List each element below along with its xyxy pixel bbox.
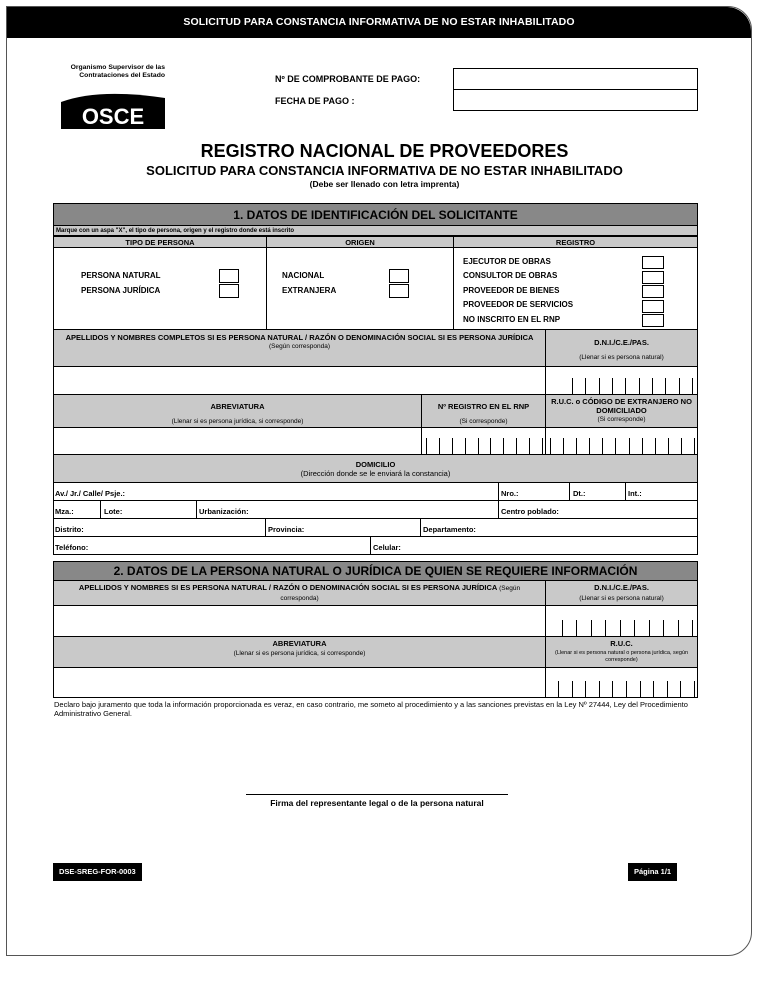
comb-tick — [652, 378, 653, 394]
celular-field[interactable] — [370, 536, 698, 555]
ruc-sub: (Si corresponde) — [597, 416, 646, 423]
comb-tick — [562, 620, 563, 636]
comb-tick — [602, 438, 603, 454]
comb-tick — [680, 681, 681, 697]
origen-option-nacional: NACIONAL — [282, 271, 325, 280]
comb-tick — [694, 438, 695, 454]
abbr-header-cell — [53, 394, 422, 428]
s2-dni-header-cell — [545, 580, 698, 606]
ruc-header-cell — [545, 394, 698, 428]
signature-line[interactable] — [246, 794, 508, 795]
comb-tick — [599, 378, 600, 394]
comb-tick — [612, 378, 613, 394]
sworn-declaration: Declaro bajo juramento que toda la información proporcionada es veraz, en caso contrario, me someto al procedimiento y a las sanciones previstas en la Ley Nº 27444, Ley del Procedimiento Administrativo General. — [54, 700, 688, 718]
page-number: Página 1/1 — [628, 863, 677, 881]
comb-tick — [653, 681, 654, 697]
form-code: DSE-SREG-FOR-0003 — [53, 863, 142, 881]
comb-tick — [620, 620, 621, 636]
checkbox-extranjera[interactable] — [389, 284, 409, 298]
abbr-field[interactable] — [53, 427, 422, 455]
top-banner: SOLICITUD PARA CONSTANCIA INFORMATIVA DE NO ESTAR INHABILITADO — [7, 7, 751, 38]
rnp-header: Nº REGISTRO EN EL RNP — [437, 402, 530, 411]
s2-abbr-sub: (Llenar si es persona jurídica, si corresponde) — [233, 650, 366, 657]
comb-tick — [516, 438, 517, 454]
ruc-field[interactable] — [545, 427, 698, 455]
provincia-label: Provincia: — [268, 525, 305, 534]
dpto-field[interactable] — [569, 482, 626, 501]
lote-label: Lote: — [104, 507, 123, 516]
s2-names-sub: (Según corresponda) — [280, 585, 521, 602]
receipt-field[interactable] — [453, 68, 698, 90]
departamento-label: Departamento: — [423, 525, 476, 534]
page-subtitle: SOLICITUD PARA CONSTANCIA INFORMATIVA DE NO ESTAR INHABILITADO — [146, 163, 623, 178]
int-field[interactable] — [625, 482, 698, 501]
s2-ruc-header-cell — [545, 636, 698, 668]
origen-option-extranjera: EXTRANJERA — [282, 286, 337, 295]
rnp-field[interactable] — [421, 427, 546, 455]
street-label: Av./ Jr./ Calle/ Psje.: — [55, 489, 126, 498]
celular-label: Celular: — [373, 543, 401, 552]
names-field[interactable] — [53, 366, 546, 395]
comb-tick — [503, 438, 504, 454]
comb-tick — [655, 438, 656, 454]
centro-poblado-field[interactable] — [498, 500, 698, 519]
urbanizacion-label: Urbanización: — [199, 507, 249, 516]
comb-tick — [634, 620, 635, 636]
comb-tick — [694, 681, 695, 697]
comb-tick — [692, 378, 693, 394]
int-label: Int.: — [628, 489, 642, 498]
tipo-option-juridica: PERSONA JURÍDICA — [81, 286, 161, 295]
comb-tick — [678, 620, 679, 636]
checkbox-servicios[interactable] — [642, 300, 664, 313]
comb-tick — [589, 438, 590, 454]
domicilio-header: DOMICILIO — [355, 460, 396, 469]
comb-tick — [612, 681, 613, 697]
comb-tick — [679, 378, 680, 394]
section1-heading: 1. DATOS DE IDENTIFICACIÓN DEL SOLICITANTE — [53, 203, 698, 226]
comb-tick — [629, 438, 630, 454]
comb-tick — [668, 438, 669, 454]
checkbox-ejecutor[interactable] — [642, 256, 664, 269]
col-origen: ORIGEN — [266, 236, 454, 248]
comb-tick — [639, 378, 640, 394]
tipo-option-natural: PERSONA NATURAL — [81, 271, 161, 280]
s2-abbr-header-cell — [53, 636, 546, 668]
departamento-field[interactable] — [420, 518, 698, 537]
names-header-cell — [53, 329, 546, 367]
comb-tick — [465, 438, 466, 454]
receipt-label: Nº DE COMPROBANTE DE PAGO: — [275, 74, 421, 84]
comb-tick — [599, 681, 600, 697]
section1-instruction: Marque con un aspa "X", el tipo de persona, origen y el registro donde está inscrito — [53, 225, 698, 236]
comb-tick — [558, 681, 559, 697]
payment-date-label: FECHA DE PAGO : — [275, 96, 355, 106]
s2-names-field[interactable] — [53, 605, 546, 637]
rnp-header-cell — [421, 394, 546, 428]
rnp-sub: (Si corresponde) — [459, 418, 508, 425]
comb-tick — [585, 378, 586, 394]
checkbox-persona-natural[interactable] — [219, 269, 239, 283]
abbr-sub: (Llenar si es persona jurídica, si corresponde) — [171, 418, 304, 425]
logo-org-name: Organismo Supervisor de las Contrataciones del Estado — [70, 64, 165, 79]
checkbox-bienes[interactable] — [642, 285, 664, 298]
dni-field[interactable] — [545, 366, 698, 395]
comb-tick — [663, 620, 664, 636]
registro-option-servicios: PROVEEDOR DE SERVICIOS — [463, 300, 574, 309]
s2-names-header-cell — [53, 580, 546, 606]
mza-field[interactable] — [53, 500, 101, 519]
centro-poblado-label: Centro poblado: — [501, 507, 559, 516]
comb-tick — [439, 438, 440, 454]
comb-tick — [426, 438, 427, 454]
comb-tick — [642, 438, 643, 454]
comb-tick — [529, 438, 530, 454]
s2-names-header: APELLIDOS Y NOMBRES SI ES PERSONA NATURAL / RAZÓN O DENOMINACIÓN SOCIAL SI ES PERSONA JURÍDICA — [78, 583, 498, 592]
checkbox-consultor[interactable] — [642, 271, 664, 284]
page-title: REGISTRO NACIONAL DE PROVEEDORES — [200, 141, 569, 161]
section2-heading: 2. DATOS DE LA PERSONA NATURAL O JURÍDICA DE QUIEN SE REQUIERE INFORMACIÓN — [53, 561, 698, 581]
dni-sub: (Llenar si es persona natural) — [579, 354, 664, 361]
ruc-header: R.U.C. o CÓDIGO DE EXTRANJERO NO DOMICILIADO — [551, 397, 692, 415]
s2-dni-field[interactable] — [545, 605, 698, 637]
dni-header: D.N.I./C.E./PAS. — [594, 338, 649, 347]
comb-tick — [640, 681, 641, 697]
abbr-header: ABREVIATURA — [210, 402, 265, 411]
distrito-field[interactable] — [53, 518, 266, 537]
registro-option-consultor: CONSULTOR DE OBRAS — [463, 271, 558, 280]
comb-tick — [478, 438, 479, 454]
comb-tick — [605, 620, 606, 636]
names-sub: (Según corresponda) — [268, 343, 331, 350]
mza-label: Mza.: — [55, 507, 74, 516]
domicilio-sub: (Dirección donde se le enviará la constancia) — [300, 469, 451, 478]
col-tipo-persona: TIPO DE PERSONA — [53, 236, 267, 248]
registro-option-no-inscrito: NO INSCRITO EN EL RNP — [463, 315, 561, 324]
s2-ruc-field[interactable] — [545, 667, 698, 698]
comb-tick — [625, 378, 626, 394]
s2-ruc-header: R.U.C. — [610, 639, 633, 648]
comb-tick — [563, 438, 564, 454]
comb-tick — [626, 681, 627, 697]
telefono-field[interactable] — [53, 536, 371, 555]
telefono-label: Teléfono: — [55, 543, 89, 552]
s2-abbr-header: ABREVIATURA — [272, 639, 327, 648]
comb-tick — [572, 378, 573, 394]
logo-brand: OSCE — [81, 104, 145, 129]
comb-tick — [550, 438, 551, 454]
comb-tick — [452, 438, 453, 454]
s2-dni-header: D.N.I./C.E./PAS. — [594, 583, 649, 592]
payment-date-field[interactable] — [453, 89, 698, 111]
registro-option-ejecutor: EJECUTOR DE OBRAS — [463, 257, 551, 266]
comb-tick — [490, 438, 491, 454]
comb-tick — [649, 620, 650, 636]
comb-tick — [572, 681, 573, 697]
s2-dni-sub: (Llenar si es persona natural) — [579, 595, 664, 602]
names-header: APELLIDOS Y NOMBRES COMPLETOS SI ES PERSONA NATURAL / RAZÓN O DENOMINACIÓN SOCIAL SI ES PERSONA JURÍDICA — [65, 333, 534, 342]
comb-tick — [665, 378, 666, 394]
comb-tick — [667, 681, 668, 697]
checkbox-nacional[interactable] — [389, 269, 409, 283]
s2-ruc-sub: (Llenar si es persona natural o persona jurídica, según corresponde) — [555, 650, 688, 663]
fill-note: (Debe ser llenado con letra imprenta) — [309, 179, 460, 189]
dpto-label: Dt.: — [573, 489, 586, 498]
checkbox-persona-juridica[interactable] — [219, 284, 239, 298]
col-registro: REGISTRO — [453, 236, 698, 248]
dni-header-cell — [545, 329, 698, 367]
provincia-field[interactable] — [265, 518, 421, 537]
s2-abbr-field[interactable] — [53, 667, 546, 698]
comb-tick — [692, 620, 693, 636]
nro-field[interactable] — [498, 482, 570, 501]
checkbox-no-inscrito[interactable] — [642, 314, 664, 327]
comb-tick — [542, 438, 543, 454]
street-field[interactable] — [53, 482, 499, 501]
urbanizacion-field[interactable] — [196, 500, 499, 519]
registro-option-bienes: PROVEEDOR DE BIENES — [463, 286, 560, 295]
osce-logo — [59, 90, 167, 129]
comb-tick — [576, 620, 577, 636]
comb-tick — [615, 438, 616, 454]
distrito-label: Distrito: — [55, 525, 84, 534]
comb-tick — [591, 620, 592, 636]
comb-tick — [576, 438, 577, 454]
domicilio-header-cell — [53, 454, 698, 483]
signature-caption: Firma del representante legal o de la persona natural — [270, 798, 484, 808]
comb-tick — [681, 438, 682, 454]
comb-tick — [585, 681, 586, 697]
nro-label: Nro.: — [501, 489, 519, 498]
lote-field[interactable] — [100, 500, 197, 519]
